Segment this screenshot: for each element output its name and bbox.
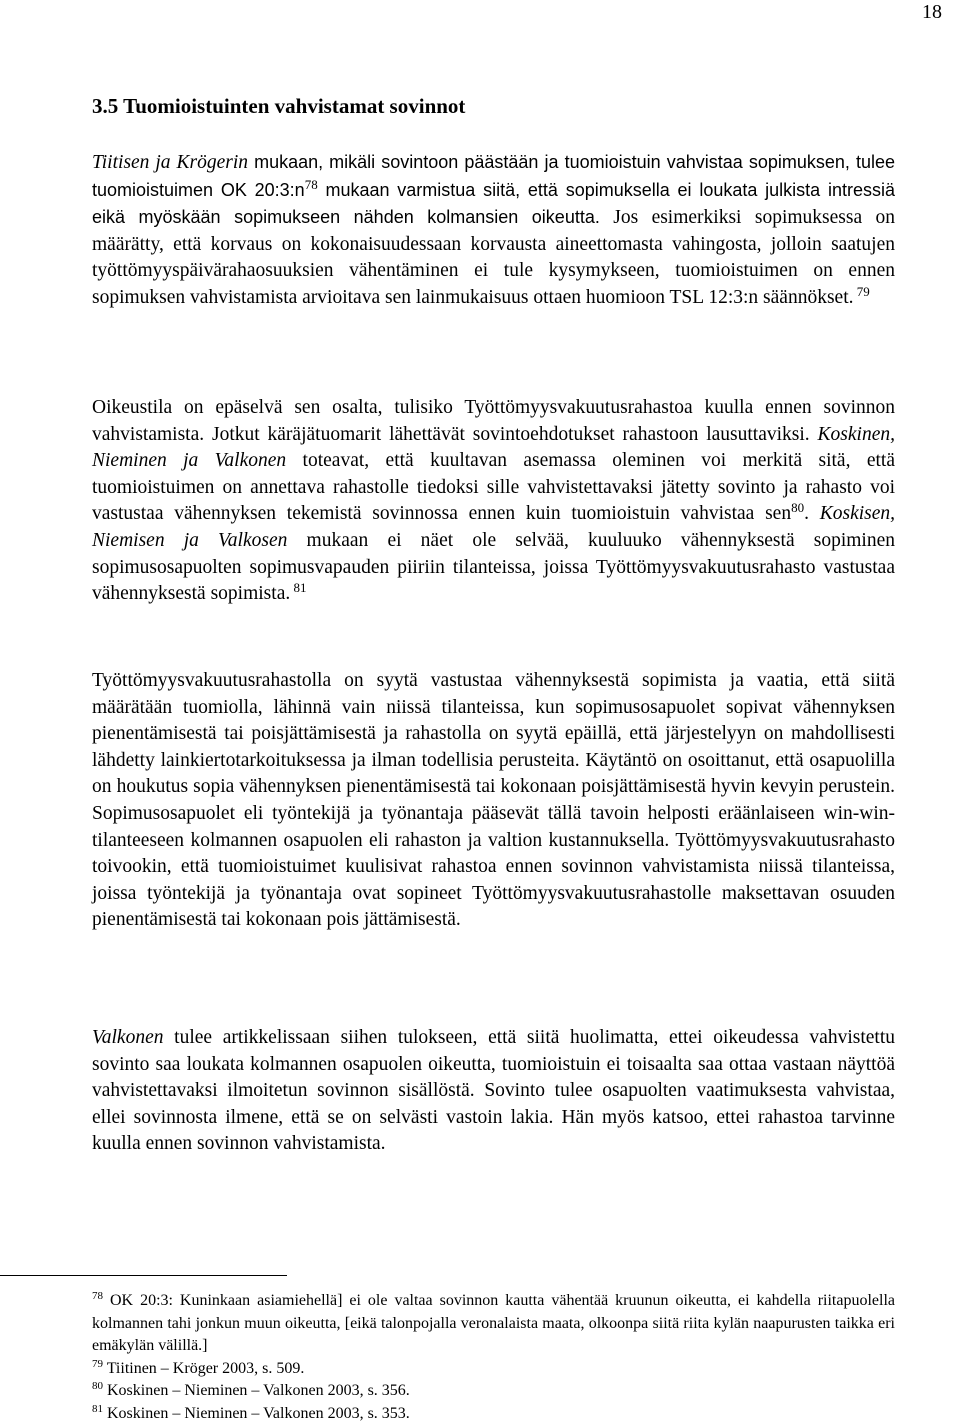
footnote-number: 80 [92, 1380, 103, 1392]
footnote-78 [92, 1290, 895, 1358]
section-heading: 3.5 Tuomioistuinten vahvistamat sovinnot [92, 94, 466, 118]
footnote-81 [92, 1403, 895, 1425]
paragraph-1 [92, 149, 895, 312]
paragraph-2-text-d: mukaan ei näet ole selvää, kuuluuko vähennyksestä sopiminen sopimusosapuolten sopimusvapauden piiriin tilanteissa, joissa Työttömyysvakuutusrahasto vastustaa vähennyksestä sopimista. [92, 529, 896, 605]
paragraph-2-text-b: toteavat, että kuultavan asemassa oleminen voi merkitä sitä, että tuomioistuimen on annettava rahastolle tiedoksi sille vahvistettavaksi jätetty sovinto ja rahasto voi vastustaa vähennyksen tekemistä sovinnossa ennen kuin tuomioistuin vahvistaa sen [92, 450, 896, 525]
paragraph-1-text-b: mukaan varmistua siitä, että sopimuksella ei loukata julkista intressiä eikä myöskään sopimukseen nähden kolmansien oikeutta. [92, 179, 896, 228]
footnote-text: Koskinen – Nieminen – Valkonen 2003, s. 356. [103, 1382, 410, 1399]
authors-tiitinen-kroger: Tiitisen ja Krögerin [92, 152, 248, 173]
paragraph-1-text-c: Jos esimerkiksi sopimuksessa on määrätty, että korvaus on kokonaisuudessaan korvausta aineettomasta vahingosta, jolloin saatujen työttömyyspäivärahaosuuksien vähentäminen ei tule kysymykseen, tuomioistuimen on ennen sopimuksen vahvistamista arvioitava sen lainmukaisuus ottaen huomioon TSL 12:3:n säännökset. [92, 207, 895, 308]
paragraph-4 [92, 1025, 895, 1158]
paragraph-3: Työttömyysvakuutusrahastolla on syytä vastustaa vähennyksestä sopimista ja vaatia, että siitä määrätään tuomiolla, lähinnä vain niissä tilanteissa, kun sopimusosapuolet sopivat vähennyksen pienentämisestä tai poisjättämisestä ja rahastolla on syytä epäillä, että järjestelyyn on mahdollisesti lähdetty lainkiertotarkoituksessa ja ilman todellisia perusteita. Käytäntö on osoittanut, että osapuolilla on houkutus sopia vähennyksen pienentämisestä tai kokonaan poisjättämisestä hyvin kevyin perustein. Sopimusosapuolet eli työntekijä ja työnantaja pääsevät tällä tavoin helposti eräänlaiseen win-win-tilanteeseen kolmannen osapuolen eli rahaston ja valtion kustannuksella. Työttömyysvakuutusrahasto toivookin, että tuomioistuimet kuulisivat rahastoa ennen sovinnon vahvistamista niissä tilanteissa, joissa työntekijä ja työnantaja ovat sopineet Työttömyysvakuutusrahastolle maksettavan osuuden pienentämisestä tai kokonaan pois jättämisestä. [92, 670, 895, 931]
footnote-80 [92, 1380, 895, 1403]
footnote-text: Tiitinen – Kröger 2003, s. 509. [103, 1359, 305, 1377]
footnote-divider [0, 1275, 287, 1276]
footnote-text: OK 20:3: Kuninkaan asiamiehellä] ei ole valtaa sovinnon kautta vähentää kruunun oikeutta, ei kahdella riitapuolella kolmannen tahi jonkun muun oikeutta, [eikä talonpojalla veronalaista maata, olkoonpa siitä riita kylän naapurusten taikka eri emäkylän välillä.] [92, 1292, 895, 1354]
footnote-number: 81 [92, 1402, 103, 1415]
paragraph-4-text: tulee artikkelissaan siihen tulokseen, että siitä huolimatta, ettei oikeudessa vahvistettu sovinto saa loukata kolmannen osapuolen oikeutta, tuomioistuin ei toisaalta saa ottaa vastaan näyttöä vahvistettavaksi ilmoitetun sovinnon sisällöstä. Sovinto tulee osapuolten vaatimuksesta vahvistaa, ellei sovinnosta ilmene, että se on selvästi vastoin lakia. Hän myös katsoo, ettei rahastoa tarvinne kuulla ennen sovinnon vahvistamista. [92, 1027, 895, 1155]
footnote-ref-80: 80 [791, 500, 805, 516]
footnote-number: 78 [92, 1290, 103, 1302]
footnote-number: 79 [92, 1357, 103, 1370]
footnotes [92, 1290, 895, 1425]
paragraph-2-text-c: . [804, 503, 820, 525]
paragraph-2-text-a: Oikeustila on epäselvä sen osalta, tulisiko Työttömyysvakuutusrahastoa kuulla ennen sovinnon vahvistamista. Jotkut käräjätuomarit lähettävät sovintoehdotukset rahastoon lausuttaviksi. [92, 397, 895, 445]
footnote-text: Koskinen – Nieminen – Valkonen 2003, s. 353. [103, 1404, 410, 1422]
footnote-ref-79: 79 [853, 283, 870, 299]
author-valkonen: Valkonen [92, 1027, 164, 1048]
authors-koskinen-nieminen-valkonen: Koskinen, Nieminen ja Valkonen [92, 423, 895, 472]
paragraph-2 [92, 395, 895, 608]
page-number: 18 [922, 1, 942, 23]
footnote-ref-78: 78 [304, 176, 318, 192]
authors-koskisen-niemisen-valkosen: Koskisen, Niemisen ja Valkosen [92, 503, 896, 551]
paragraph-1-text-a: mukaan, mikäli sovintoon päästään ja tuomioistuin vahvistaa sopimuksen, tulee tuomioistuimen OK 20:3:n [92, 152, 895, 200]
footnote-ref-81: 81 [290, 580, 307, 596]
footnote-79 [92, 1358, 895, 1381]
